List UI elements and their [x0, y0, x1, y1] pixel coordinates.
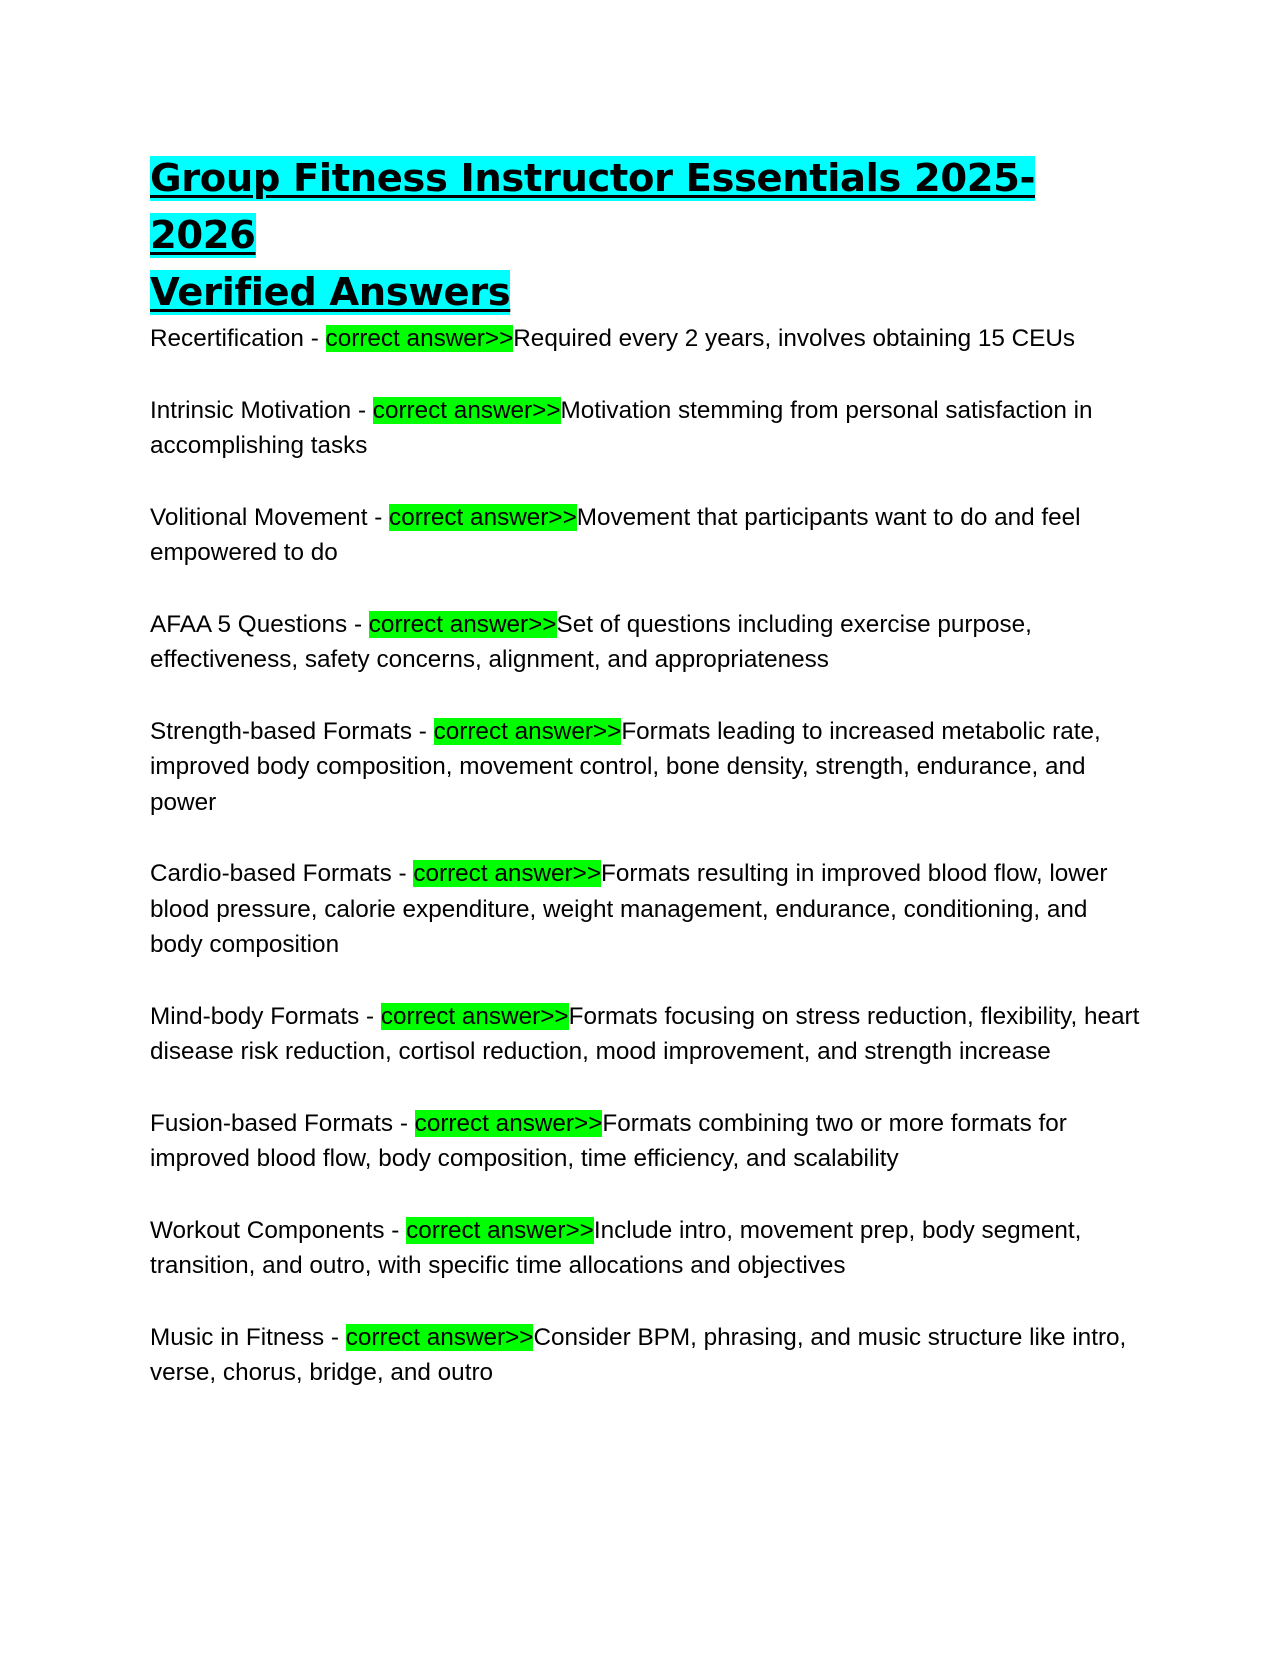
correct-answer-marker: correct answer>> [433, 717, 622, 745]
entry-term: Fusion-based Formats [150, 1109, 394, 1137]
qa-entry [150, 856, 1140, 963]
entry-answer: Motivation stemming from personal satisfaction in accomplishing tasks [150, 396, 1093, 459]
correct-answer-marker: correct answer>> [389, 503, 577, 531]
entry-separator: - [412, 717, 434, 745]
entry-answer: Formats leading to increased metabolic rate, improved body composition, movement control, bone density, strength, endurance, and power [150, 717, 1101, 816]
entry-answer: Formats focusing on stress reduction, flexibility, heart disease risk reduction, cortisol reduction, mood improvement, and strength increase [150, 1002, 1140, 1065]
qa-entry [150, 500, 1140, 571]
qa-list [150, 321, 1140, 1391]
correct-answer-marker: correct answer>> [325, 325, 514, 352]
entry-separator: - [303, 325, 326, 352]
qa-entry [150, 1106, 1140, 1177]
correct-answer-marker: correct answer>> [413, 860, 602, 887]
qa-entry [150, 999, 1140, 1070]
entry-term: Recertification [150, 325, 304, 352]
correct-answer-marker: correct answer>> [414, 1109, 603, 1137]
qa-entry [150, 1213, 1140, 1284]
entry-separator: - [391, 860, 414, 887]
entry-answer: Set of questions including exercise purpose, effectiveness, safety concerns, alignment, and appropriateness [150, 610, 1032, 673]
entry-answer: Formats resulting in improved blood flow, lower blood pressure, calorie expenditure, weight management, endurance, conditioning, and body composition [150, 860, 1108, 958]
entry-term: Workout Components [150, 1216, 385, 1244]
entry-separator: - [367, 503, 390, 531]
entry-answer: Consider BPM, phrasing, and music structure like intro, verse, chorus, bridge, and outro [150, 1323, 1127, 1386]
entry-separator: - [359, 1002, 381, 1030]
entry-term: Strength-based Formats [150, 717, 412, 745]
qa-entry [150, 714, 1140, 821]
qa-entry [150, 393, 1140, 464]
entry-term: AFAA 5 Questions [150, 610, 348, 638]
correct-answer-marker: correct answer>> [406, 1216, 594, 1244]
correct-answer-marker: correct answer>> [368, 610, 557, 638]
correct-answer-marker: correct answer>> [372, 396, 561, 424]
correct-answer-marker: correct answer>> [380, 1002, 569, 1030]
entry-answer: Formats combining two or more formats for improved blood flow, body composition, time efficiency, and scalability [150, 1109, 1067, 1172]
document-page [150, 150, 1140, 1427]
entry-separator: - [324, 1323, 346, 1351]
entry-answer: Required every 2 years, involves obtaining 15 CEUs [513, 325, 1076, 352]
document-title [150, 150, 1140, 321]
entry-term: Intrinsic Motivation [150, 396, 352, 424]
entry-answer: Movement that participants want to do and feel empowered to do [150, 503, 1081, 566]
entry-term: Volitional Movement [150, 503, 368, 531]
qa-entry [150, 321, 1140, 357]
entry-term: Mind-body Formats [150, 1002, 360, 1030]
qa-entry [150, 607, 1140, 678]
entry-term: Music in Fitness [150, 1323, 325, 1351]
entry-term: Cardio-based Formats [150, 860, 392, 887]
title-line-2: Verified Answers [150, 270, 511, 315]
entry-answer: Include intro, movement prep, body segment, transition, and outro, with specific time allocations and objectives [150, 1216, 1082, 1279]
entry-separator: - [393, 1109, 415, 1137]
entry-separator: - [347, 610, 369, 638]
correct-answer-marker: correct answer>> [345, 1323, 534, 1351]
entry-separator: - [384, 1216, 407, 1244]
qa-entry [150, 1320, 1140, 1391]
entry-separator: - [351, 396, 373, 424]
title-line-1: Group Fitness Instructor Essentials 2025-2026 [150, 156, 1036, 258]
